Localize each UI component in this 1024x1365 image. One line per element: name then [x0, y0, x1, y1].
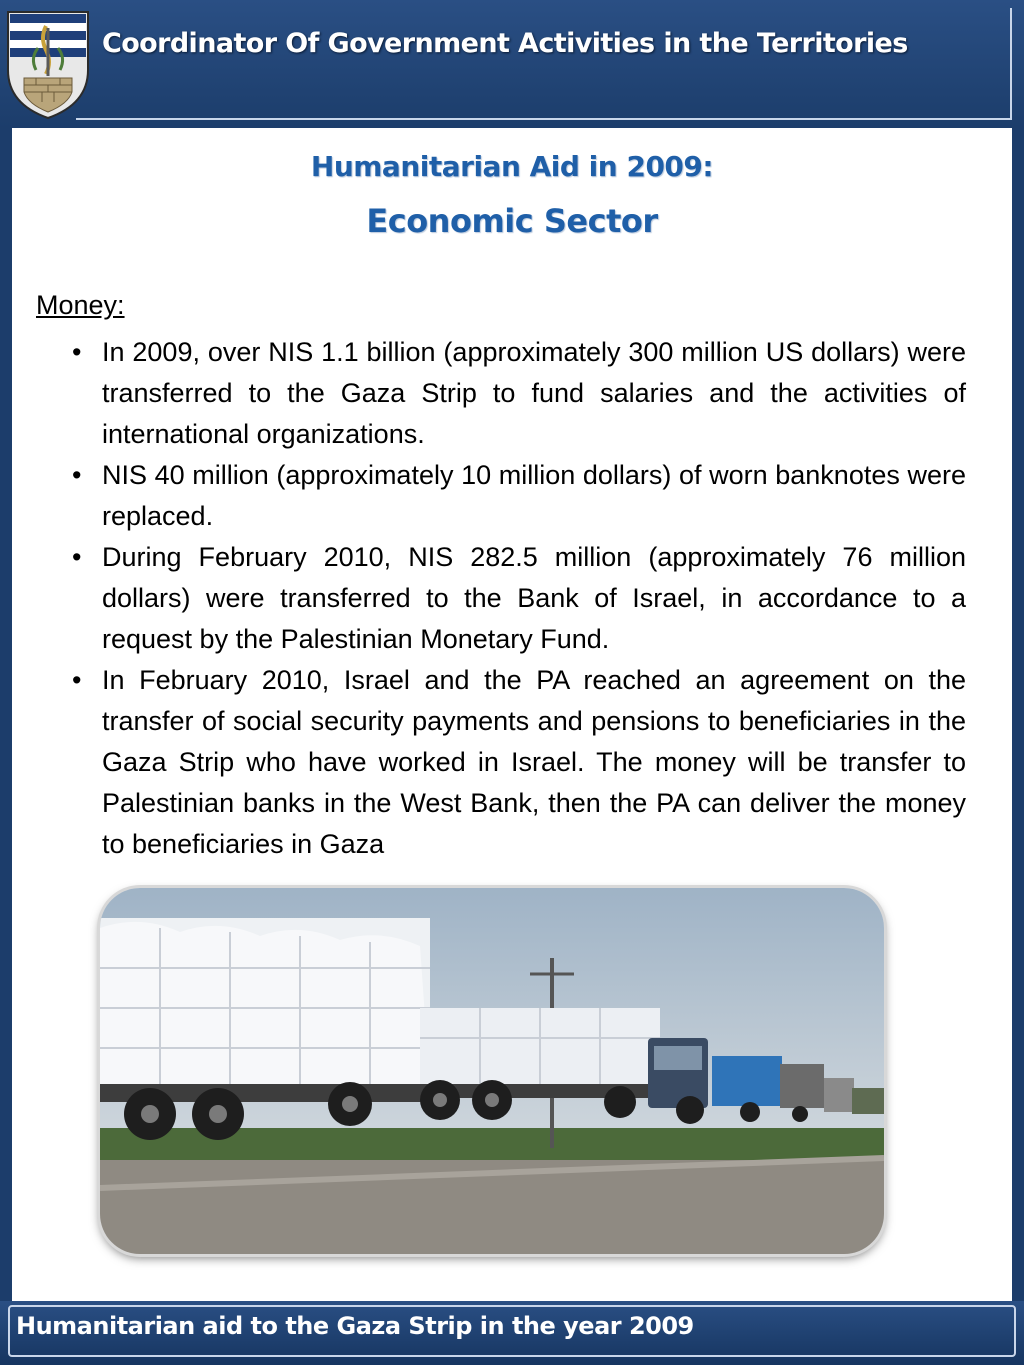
bullet-icon: •	[72, 542, 82, 572]
list-item	[72, 537, 966, 660]
list-item	[72, 455, 966, 537]
header-border	[76, 8, 1012, 120]
bullet-list	[72, 332, 966, 865]
bullet-icon: •	[72, 460, 82, 490]
bullet-icon: •	[72, 665, 82, 695]
header-title: Coordinator Of Government Activities in the Territories	[102, 28, 908, 59]
list-item-text: In February 2010, Israel and the PA reached an agreement on the transfer of social security payments and pensions to beneficiaries in the Gaza Strip who have worked in Israel. The money will be transfer to Palestinian banks in the West Bank, then the PA can deliver the money to beneficiaries in Gaza	[102, 665, 966, 859]
list-item-text: In 2009, over NIS 1.1 billion (approximately 300 million US dollars) were transferred to the Gaza Strip to fund salaries and the activities of international organizations.	[102, 337, 966, 449]
page-subtitle: Economic Sector	[366, 202, 658, 240]
list-item-text: NIS 40 million (approximately 10 million dollars) of worn banknotes were replaced.	[102, 460, 966, 531]
page-title: Humanitarian Aid in 2009:	[310, 150, 714, 183]
footer-caption: Humanitarian aid to the Gaza Strip in the year 2009	[16, 1312, 694, 1340]
section-heading: Money:	[36, 290, 125, 320]
list-item	[72, 332, 966, 455]
list-item	[72, 660, 966, 865]
aid-trucks-photo	[100, 888, 884, 1254]
bullet-icon: •	[72, 337, 82, 367]
list-item-text: During February 2010, NIS 282.5 million (approximately 76 million dollars) were transferred to the Bank of Israel, in accordance to a request by the Palestinian Monetary Fund.	[102, 542, 966, 654]
cogat-emblem-icon	[2, 8, 94, 120]
